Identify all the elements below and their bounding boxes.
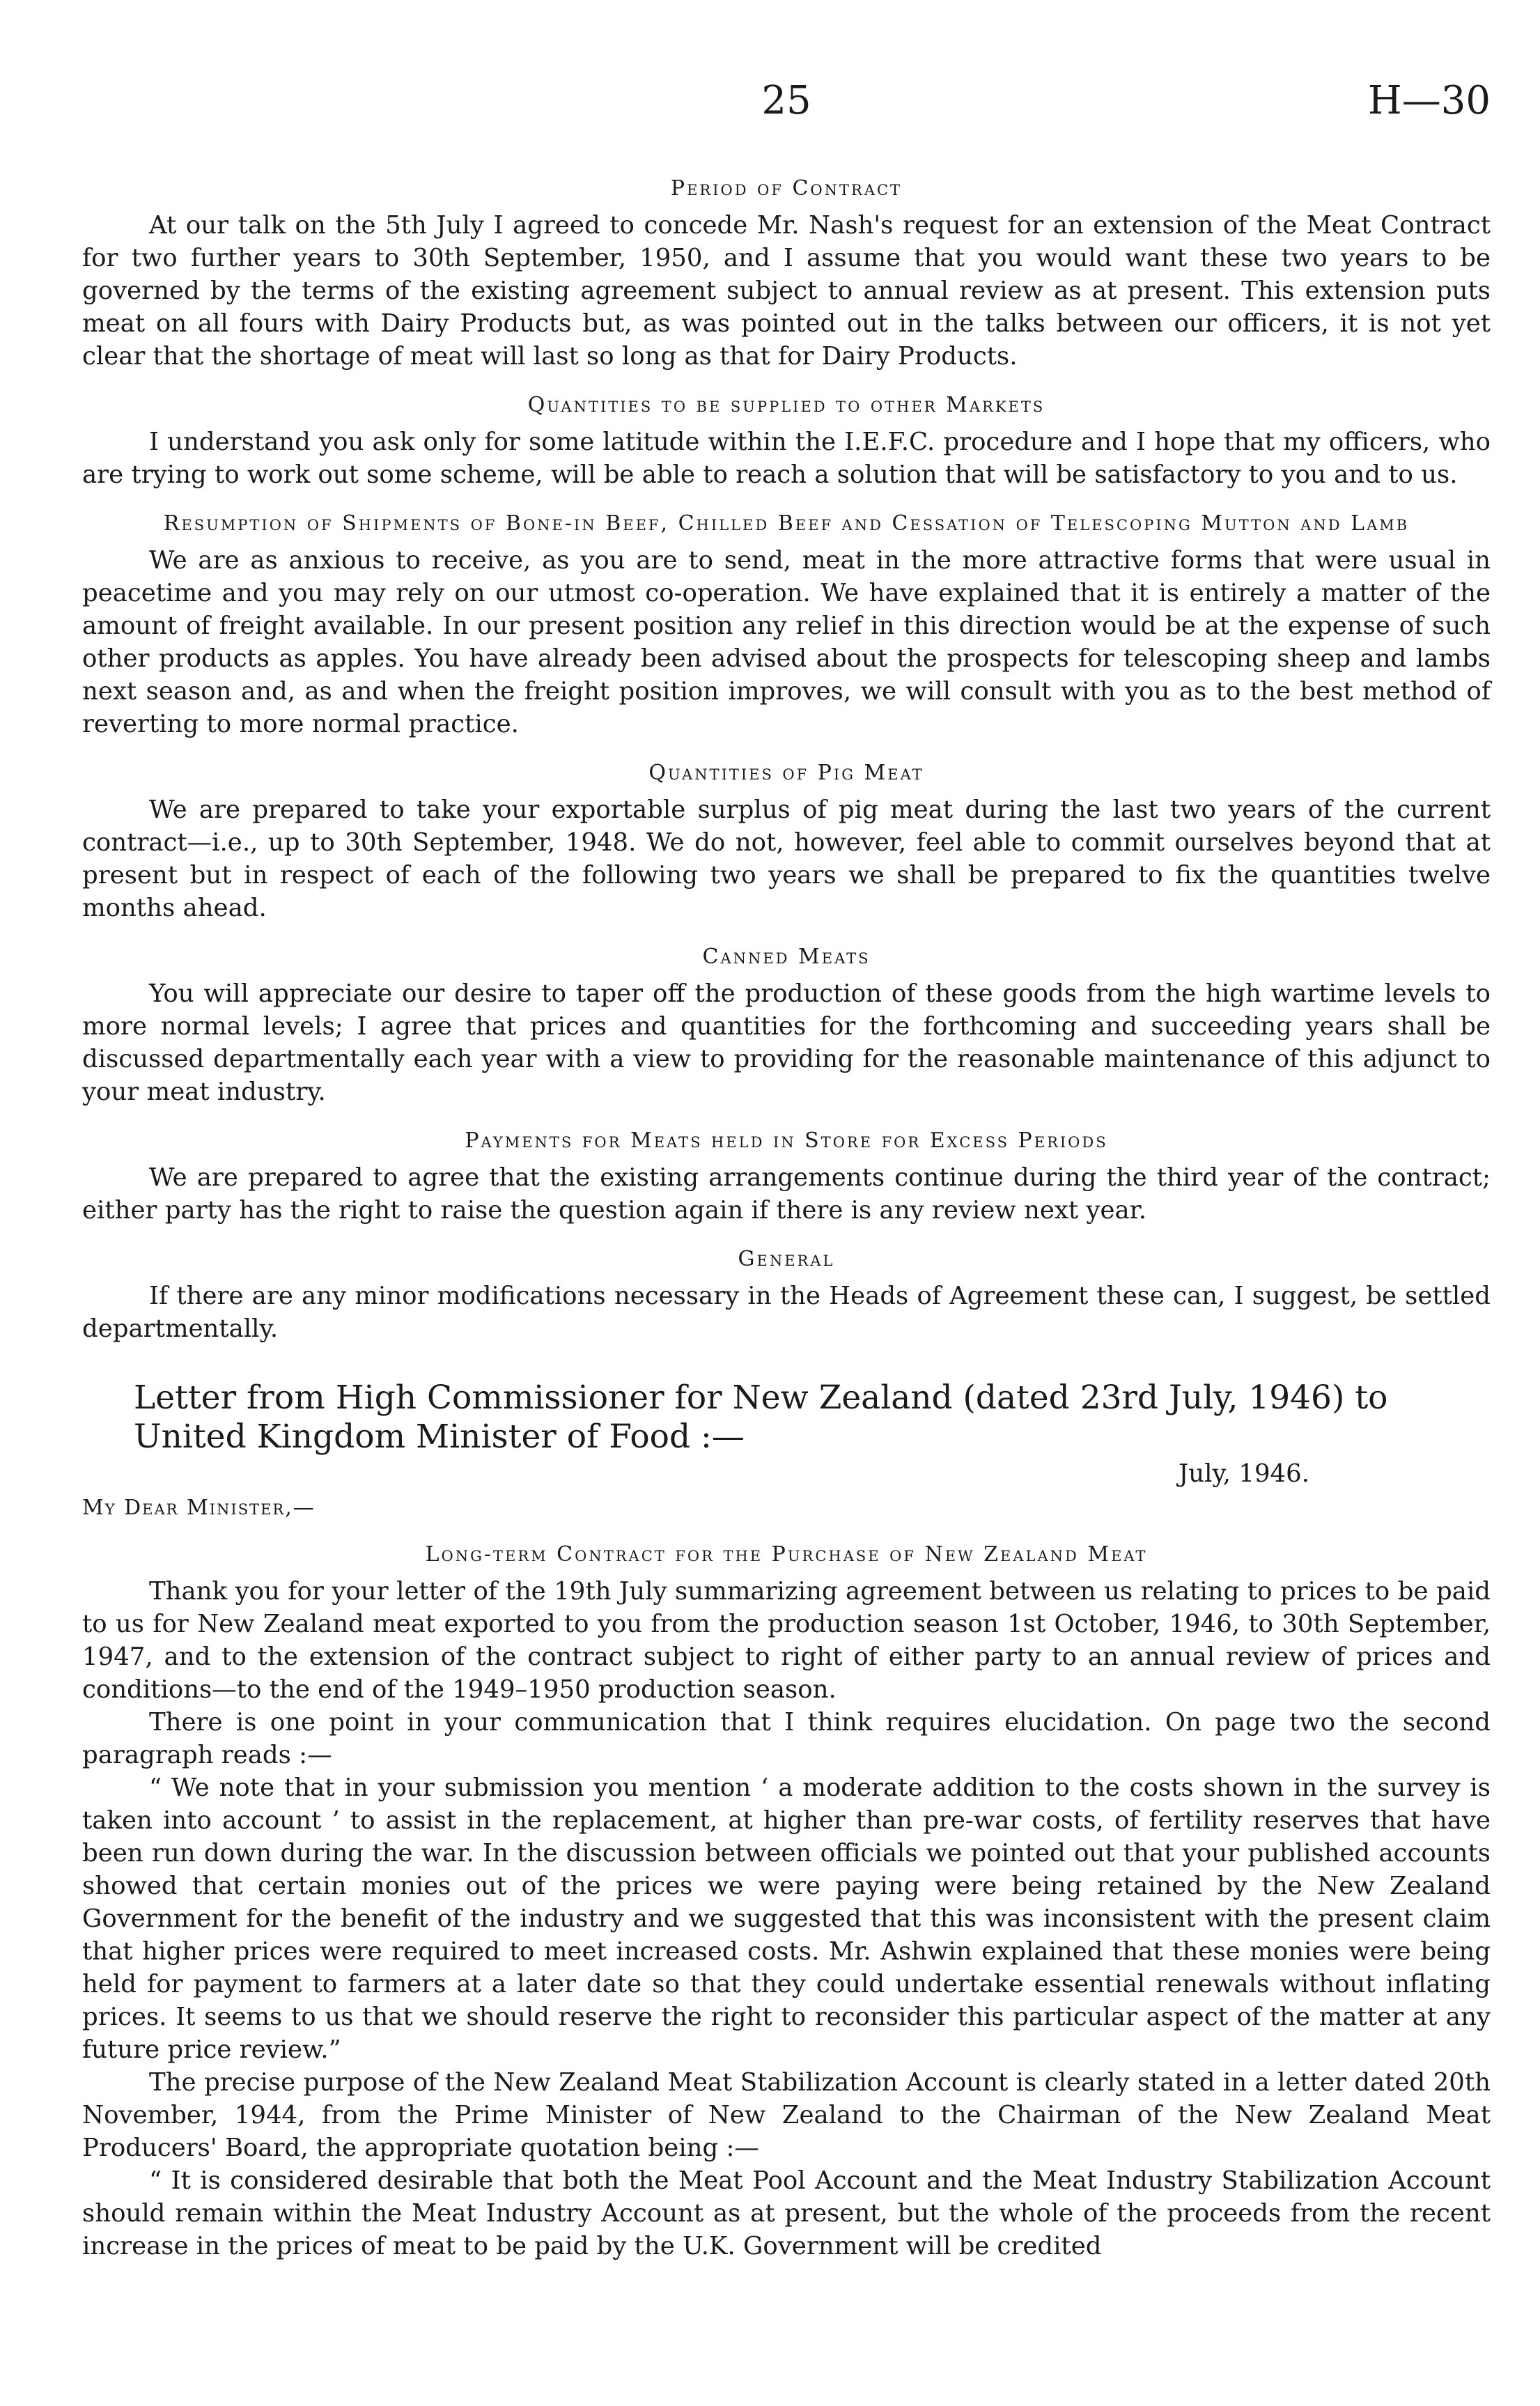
section-quantities-other-markets (82, 391, 1491, 491)
document-reference: H—30 (1367, 78, 1491, 123)
letter-date: July, 1946. (1179, 1459, 1309, 1488)
paragraph: Thank you for your letter of the 19th July summarizing agreement between us relating to prices to be paid to us for New Zealand meat exported to you from the production season 1st October, 1946, to 30th September, 1947, and to the extension of the contract subject to right of either party to an annual review of prices and conditions—to the end of the 1949–1950 production season. (82, 1577, 1491, 1704)
section-heading: Quantities of Pig Meat (648, 761, 924, 785)
section-heading: Quantities to be supplied to other Markets (527, 393, 1045, 417)
section-heading: Canned Meats (702, 945, 871, 969)
letter-salutation: My Dear Minister,— (82, 1496, 316, 1520)
paragraph: We are prepared to agree that the existing arrangements continue during the third year of the contract; either party has the right to raise the question again if there is any review next year. (82, 1163, 1491, 1225)
quoted-paragraph: “ We note that in your submission you mention ‘ a moderate addition to the costs shown in the survey is taken into account ’ to assist in the replacement, at higher than pre-war costs, of fertility reserves that have been run down during the war. In the discussion between officials we pointed out that your published accounts showed that certain monies out of the prices we were paying were being retained by the New Zealand Government for the benefit of the industry and we suggested that this was inconsistent with the present claim that higher prices were required to meet increased costs. Mr. Ashwin explained that these monies were being held for payment to farmers at a later date so that they could undertake essential renewals without inflating prices. It seems to us that we should reserve the right to reconsider this particular aspect of the matter at any future price review.” (82, 1774, 1491, 2064)
paragraph: I understand you ask only for some latitude within the I.E.F.C. procedure and I hope that my officers, who are trying to work out some scheme, will be able to reach a solution that will be satisfactory to you and to us. (82, 428, 1491, 489)
section-resumption-of-shipments (82, 509, 1491, 740)
letter (82, 1379, 1491, 2263)
paragraph: There is one point in your communication that I think requires elucidation. On page two the second paragraph reads :— (82, 1708, 1491, 1769)
section-payments-excess-periods (82, 1126, 1491, 1227)
section-period-of-contract (82, 174, 1491, 373)
section-heading: Period of Contract (670, 176, 903, 201)
page-number: 25 (761, 78, 811, 123)
page-header (82, 0, 1491, 146)
paragraph: If there are any minor modifications necessary in the Heads of Agreement these can, I suggest, be settled departmentally. (82, 1282, 1491, 1343)
section-canned-meats (82, 942, 1491, 1108)
section-general (82, 1245, 1491, 1345)
letter-title: Letter from High Commissioner for New Zealand (dated 23rd July, 1946) to United Kingdom Minister of Food :— (134, 1379, 1388, 1456)
paragraph: The precise purpose of the New Zealand Meat Stabilization Account is clearly stated in a letter dated 20th November, 1944, from the Prime Minister of New Zealand to the Chairman of the New Zealand Meat Producers' Board, the appropriate quotation being :— (82, 2068, 1491, 2162)
paragraph: We are prepared to take your exportable surplus of pig meat during the last two years of the current contract—i.e., up to 30th September, 1948. We do not, however, feel able to commit ourselves beyond that at present but in respect of each of the following two years we shall be prepared to fix the quantities twelve months ahead. (82, 795, 1491, 922)
letter-heading: Long-term Contract for the Purchase of New Zealand Meat (425, 1542, 1148, 1567)
section-pig-meat (82, 759, 1491, 924)
paragraph: You will appreciate our desire to taper off the production of these goods from the high wartime levels to more normal levels; I agree that prices and quantities for the forthcoming and succeeding years shall be discussed departmentally each year with a view to providing for the reasonable maintenance of this adjunct to your meat industry. (82, 979, 1491, 1106)
paragraph: We are as anxious to receive, as you are to send, meat in the more attractive forms that were usual in peacetime and you may rely on our utmost co-operation. We have explained that it is entirely a matter of the amount of freight available. In our present position any relief in this direction would be at the expense of such other products as apples. You have already been advised about the prospects for telescoping sheep and lambs next season and, as and when the freight position improves, we will consult with you as to the best method of reverting to more normal practice. (82, 546, 1491, 738)
section-heading: Resumption of Shipments of Bone-in Beef, Chilled Beef and Cessation of Telescoping Mutton and Lamb (163, 511, 1410, 536)
document-page (82, 0, 1491, 2406)
paragraph: At our talk on the 5th July I agreed to concede Mr. Nash's request for an extension of the Meat Contract for two further years to 30th September, 1950, and I assume that you would want these two years to be governed by the terms of the existing agreement subject to annual review as at present. This extension puts meat on all fours with Dairy Products but, as was pointed out in the talks between our officers, it is not yet clear that the shortage of meat will last so long as that for Dairy Products. (82, 211, 1491, 371)
quoted-paragraph: “ It is considered desirable that both the Meat Pool Account and the Meat Industry Stabilization Account should remain within the Meat Industry Account as at present, but the whole of the proceeds from the recent increase in the prices of meat to be paid by the U.K. Government will be credited (82, 2166, 1491, 2260)
section-heading: General (738, 1247, 835, 1271)
section-heading: Payments for Meats held in Store for Excess Periods (465, 1128, 1108, 1153)
